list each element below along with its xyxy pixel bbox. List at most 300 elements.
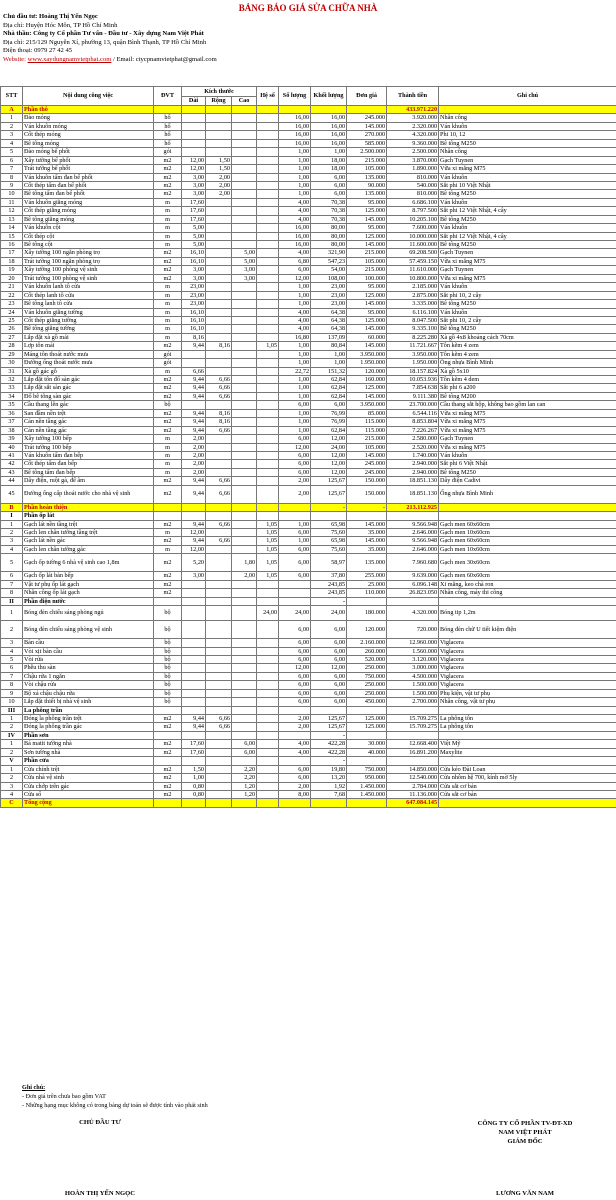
cell-dai: 23,00 — [182, 291, 206, 299]
cell-khoiluong: 23,00 — [311, 291, 347, 299]
cell-name: Phần thô — [23, 106, 154, 114]
cell-ghichu — [439, 597, 616, 605]
cell-cao — [232, 545, 257, 553]
cell-soluong: 16,00 — [279, 114, 311, 122]
cell-dai: 3,00 — [182, 181, 206, 189]
cell-thanhtien: 10.205.100 — [387, 215, 439, 223]
cell-ghichu: Sắt phi 10, 2 cây — [439, 316, 616, 324]
table-row — [1, 367, 616, 375]
cell-cao: 2,20 — [232, 765, 257, 773]
cell-dai: 12,00 — [182, 156, 206, 164]
cell-unit: m2 — [154, 384, 182, 392]
cell-thanhtien: 11.721.667 — [387, 342, 439, 350]
cell-rong: 6,66 — [206, 376, 232, 384]
cell-unit: m2 — [154, 723, 182, 731]
cell-khoiluong: 6,00 — [311, 672, 347, 680]
cell-ghichu — [439, 757, 616, 765]
cell-heso: 1,05 — [257, 572, 279, 580]
cell-dongia — [347, 597, 387, 605]
cell-heso: 1,05 — [257, 342, 279, 350]
table-row — [1, 774, 616, 782]
header-row-1 — [1, 87, 616, 97]
cell-ghichu: Gạch Tuynen — [439, 266, 616, 274]
cell-ghichu: Vữa xi măng M75 — [439, 409, 616, 417]
cell-unit: m2 — [154, 572, 182, 580]
cell-soluong: 1,00 — [279, 376, 311, 384]
cell-thanhtien: 8.797.500 — [387, 207, 439, 215]
cell-cao — [232, 639, 257, 647]
cell-rong — [206, 131, 232, 139]
cell-ghichu: Gạch Tuynen — [439, 435, 616, 443]
cell-name: Bả matit tường nhà — [23, 740, 154, 748]
subsection-row — [1, 597, 616, 605]
cell-cao — [232, 342, 257, 350]
cell-heso — [257, 512, 279, 520]
owner-label: Chủ đầu tư: — [3, 13, 38, 20]
cell-name: Cửa nhà vệ sinh — [23, 774, 154, 782]
cell-khoiluong: - — [311, 731, 347, 739]
cell-rong: 6,66 — [206, 384, 232, 392]
cell-unit: m2 — [154, 418, 182, 426]
cell-cao — [232, 621, 257, 639]
cell-dongia: 110.000 — [347, 589, 387, 597]
cell-soluong: 6,00 — [279, 639, 311, 647]
cell-dai: 17,60 — [182, 198, 206, 206]
cell-rong: 6,66 — [206, 485, 232, 503]
cell-cao — [232, 606, 257, 621]
cell-unit: bộ — [154, 647, 182, 655]
cell-unit: bộ — [154, 639, 182, 647]
cell-soluong: 4,00 — [279, 215, 311, 223]
cell-stt: 1 — [1, 520, 23, 528]
cell-heso — [257, 698, 279, 706]
cell-name: Đóng la phông trần gác — [23, 723, 154, 731]
cell-cao: 1,20 — [232, 782, 257, 790]
cell-thanhtien: 18.851.130 — [387, 485, 439, 503]
website-link[interactable]: www.xaydungnamvietphat.com — [27, 55, 112, 63]
cell-dongia — [347, 512, 387, 520]
cell-unit: bộ — [154, 672, 182, 680]
cell-rong — [206, 241, 232, 249]
cell-dongia: 245.000 — [347, 460, 387, 468]
cell-unit: m2 — [154, 774, 182, 782]
cell-heso — [257, 300, 279, 308]
cell-soluong: 6,00 — [279, 545, 311, 553]
cell-heso — [257, 468, 279, 476]
cell-dongia: 135.000 — [347, 173, 387, 181]
cell-name: Cửa chính trệt — [23, 765, 154, 773]
cell-heso — [257, 639, 279, 647]
cell-ghichu: Ván khuôn — [439, 122, 616, 130]
cell-unit: bộ — [154, 621, 182, 639]
cell-name: Cốt thép giằng tường — [23, 316, 154, 324]
contractor-address: Địa chỉ: 215/129 Nguyễn Xí, phường 13, quận Bình Thạnh, TP Hồ Chí Minh — [3, 38, 207, 46]
cell-heso — [257, 435, 279, 443]
cell-stt: 22 — [1, 291, 23, 299]
cell-dai — [182, 698, 206, 706]
table-row — [1, 765, 616, 773]
cell-khoiluong: 18,00 — [311, 156, 347, 164]
cell-cao — [232, 597, 257, 605]
cell-rong — [206, 731, 232, 739]
table-body — [1, 106, 616, 808]
cell-cao — [232, 435, 257, 443]
cell-soluong: 1,00 — [279, 392, 311, 400]
table-row — [1, 148, 616, 156]
col-dongia: Đơn giá — [347, 87, 387, 106]
cell-dai: 9,44 — [182, 485, 206, 503]
cell-khoiluong: 62,84 — [311, 392, 347, 400]
cell-rong — [206, 215, 232, 223]
cell-cao — [232, 224, 257, 232]
cell-dai — [182, 106, 206, 114]
col-name: Nội dung công việc — [23, 87, 154, 106]
cell-khoiluong: 64,38 — [311, 308, 347, 316]
cell-dongia: 585.000 — [347, 139, 387, 147]
cell-khoiluong: 62,84 — [311, 426, 347, 434]
cell-unit: m — [154, 215, 182, 223]
cell-dai — [182, 122, 206, 130]
table-row — [1, 664, 616, 672]
cell-stt: III — [1, 706, 23, 714]
cell-stt: 40 — [1, 443, 23, 451]
cell-rong: 6,66 — [206, 477, 232, 485]
cell-dongia: 95.000 — [347, 224, 387, 232]
cell-name: Cốt thép tấm đan bể phốt — [23, 181, 154, 189]
cell-rong: 1,50 — [206, 165, 232, 173]
cell-rong — [206, 443, 232, 451]
cell-cao: 1,80 — [232, 554, 257, 572]
cell-khoiluong: 64,38 — [311, 316, 347, 324]
cell-unit: m2 — [154, 477, 182, 485]
cell-stt: 4 — [1, 545, 23, 553]
cell-rong — [206, 148, 232, 156]
cell-dai: 2,00 — [182, 451, 206, 459]
cell-ghichu — [439, 706, 616, 714]
cell-thanhtien: 6.686.100 — [387, 198, 439, 206]
cell-khoiluong: 24,00 — [311, 443, 347, 451]
cell-dai — [182, 148, 206, 156]
cell-soluong: 1,00 — [279, 173, 311, 181]
cell-soluong — [279, 580, 311, 588]
cell-rong: 6,66 — [206, 392, 232, 400]
cell-soluong: 6,80 — [279, 257, 311, 265]
cell-unit: m — [154, 308, 182, 316]
cell-cao: 6,00 — [232, 748, 257, 756]
cell-rong — [206, 308, 232, 316]
cell-heso — [257, 384, 279, 392]
cell-cao — [232, 503, 257, 511]
table-row — [1, 537, 616, 545]
cell-name: Cốt thép tấm đan bếp — [23, 460, 154, 468]
table-row — [1, 325, 616, 333]
cell-dai: 9,44 — [182, 426, 206, 434]
cell-heso — [257, 580, 279, 588]
cell-name: Bê tông tấm đan bể phốt — [23, 190, 154, 198]
cell-name: Trát tường bể phốt — [23, 165, 154, 173]
cell-rong — [206, 106, 232, 114]
cell-thanhtien: 4.320.000 — [387, 131, 439, 139]
cell-cao — [232, 232, 257, 240]
cell-name: Ván khuôn tấm đan bể phốt — [23, 173, 154, 181]
cell-name: Cốt thép lanh tô cửa — [23, 291, 154, 299]
cell-heso — [257, 723, 279, 731]
cell-dai: 9,44 — [182, 723, 206, 731]
cell-stt: 28 — [1, 342, 23, 350]
cell-unit: m — [154, 283, 182, 291]
cell-dai — [182, 655, 206, 663]
cell-dongia: 250.000 — [347, 681, 387, 689]
cell-soluong: 1,00 — [279, 300, 311, 308]
cell-thanhtien: 1.740.000 — [387, 451, 439, 459]
cell-khoiluong: 137,09 — [311, 333, 347, 341]
email-text: / Email: ctycpnamvietphat@gmail.com — [111, 55, 217, 63]
cell-dongia: 145.000 — [347, 325, 387, 333]
cell-soluong: 6,00 — [279, 774, 311, 782]
cell-name: Cửa chớp trên gác — [23, 782, 154, 790]
table-row — [1, 520, 616, 528]
table-row — [1, 131, 616, 139]
cell-unit: hố — [154, 122, 182, 130]
cell-ghichu: Dây điện Cadivi — [439, 477, 616, 485]
cell-dongia: 1.450.000 — [347, 782, 387, 790]
cell-heso — [257, 597, 279, 605]
cell-name: Ván khuôn giằng móng — [23, 198, 154, 206]
cell-heso — [257, 173, 279, 181]
cell-name: Bàn cầu — [23, 639, 154, 647]
cell-stt: 6 — [1, 156, 23, 164]
cell-khoiluong: 70,38 — [311, 198, 347, 206]
cell-dai: 9,44 — [182, 384, 206, 392]
cell-dai: 9,44 — [182, 342, 206, 350]
cell-rong — [206, 249, 232, 257]
cell-ghichu: Vữa xi măng M75 — [439, 443, 616, 451]
cell-stt: 27 — [1, 333, 23, 341]
cell-ghichu: Vữa xi măng M75 — [439, 426, 616, 434]
cell-dai — [182, 580, 206, 588]
cell-khoiluong: 80,00 — [311, 224, 347, 232]
cell-heso — [257, 740, 279, 748]
cell-stt: 39 — [1, 435, 23, 443]
cell-khoiluong: 6,00 — [311, 181, 347, 189]
cell-rong: 6,66 — [206, 426, 232, 434]
cell-khoiluong: 12,00 — [311, 468, 347, 476]
cell-soluong: 1,00 — [279, 283, 311, 291]
cell-heso — [257, 139, 279, 147]
table-row — [1, 350, 616, 358]
cell-dongia: 125.000 — [347, 384, 387, 392]
cell-soluong — [279, 106, 311, 114]
cell-soluong: 1,00 — [279, 291, 311, 299]
cell-soluong: 2,00 — [279, 477, 311, 485]
cell-rong — [206, 647, 232, 655]
cell-stt: 8 — [1, 681, 23, 689]
cell-dai: 3,00 — [182, 266, 206, 274]
cell-dongia: 145.000 — [347, 122, 387, 130]
col-heso: Hệ số — [257, 87, 279, 106]
cell-heso — [257, 148, 279, 156]
cell-soluong: 6,00 — [279, 689, 311, 697]
cell-khoiluong: 1,92 — [311, 782, 347, 790]
cell-heso — [257, 655, 279, 663]
cell-dongia: 145.000 — [347, 392, 387, 400]
cell-thanhtien: 9.360.000 — [387, 139, 439, 147]
cell-rong — [206, 232, 232, 240]
cell-cao — [232, 477, 257, 485]
cell-khoiluong: 321,90 — [311, 249, 347, 257]
cell-dongia: 115.000 — [347, 426, 387, 434]
table-row — [1, 545, 616, 553]
cell-stt: 1 — [1, 740, 23, 748]
cell-heso — [257, 477, 279, 485]
cell-dongia: 2.500.000 — [347, 148, 387, 156]
cell-rong — [206, 740, 232, 748]
cell-heso — [257, 367, 279, 375]
cell-thanhtien: 69.208.500 — [387, 249, 439, 257]
table-row — [1, 460, 616, 468]
cell-dongia: 245.000 — [347, 468, 387, 476]
cell-khoiluong: 6,00 — [311, 698, 347, 706]
cell-ghichu: Ván khuôn — [439, 308, 616, 316]
cell-dai: 3,00 — [182, 274, 206, 282]
cell-soluong: 1,00 — [279, 520, 311, 528]
cell-ghichu: Phi 10, 12 — [439, 131, 616, 139]
cell-dongia: 105.000 — [347, 165, 387, 173]
cell-unit: bộ — [154, 401, 182, 409]
cell-cao — [232, 376, 257, 384]
cell-thanhtien: 2.700.000 — [387, 698, 439, 706]
cell-dai: 5,00 — [182, 224, 206, 232]
cell-cao — [232, 122, 257, 130]
cell-unit — [154, 106, 182, 114]
cell-stt: 4 — [1, 790, 23, 798]
cell-dai: 1,00 — [182, 774, 206, 782]
cell-dongia: 120.000 — [347, 621, 387, 639]
cell-thanhtien: 9.639.000 — [387, 572, 439, 580]
cell-khoiluong: 80,00 — [311, 232, 347, 240]
cell-ghichu: Bê tông M250 — [439, 325, 616, 333]
cell-heso — [257, 333, 279, 341]
cell-thanhtien — [387, 731, 439, 739]
cell-dai: 17,60 — [182, 748, 206, 756]
cell-khoiluong: 422,28 — [311, 748, 347, 756]
cell-khoiluong: 58,97 — [311, 554, 347, 572]
cell-ghichu: Ống nhựa Bình Minh — [439, 485, 616, 503]
cell-name: Xây tường 100 phòng vệ sinh — [23, 266, 154, 274]
cell-heso — [257, 241, 279, 249]
contractor-line — [3, 30, 217, 39]
cell-cao: 3,00 — [232, 266, 257, 274]
col-cao: Cao — [232, 96, 257, 106]
cell-rong — [206, 706, 232, 714]
cell-soluong: 6,00 — [279, 435, 311, 443]
cell-khoiluong: 54,00 — [311, 266, 347, 274]
cell-rong — [206, 291, 232, 299]
cell-ghichu: Xà gồ 4x8 khoảng cách 70cm — [439, 333, 616, 341]
cell-soluong: 6,00 — [279, 529, 311, 537]
cell-thanhtien: 7.960.680 — [387, 554, 439, 572]
cell-dai — [182, 359, 206, 367]
cell-name: Vòi xịt bàn cầu — [23, 647, 154, 655]
cell-ghichu: Gạch men 60x60cm — [439, 572, 616, 580]
cell-name: Đóng la phông trần trệt — [23, 715, 154, 723]
cell-soluong: 4,00 — [279, 316, 311, 324]
cell-heso — [257, 325, 279, 333]
cell-name: Xây tường bể phốt — [23, 156, 154, 164]
cell-thanhtien: 8.225.280 — [387, 333, 439, 341]
cell-heso — [257, 266, 279, 274]
cell-cao — [232, 207, 257, 215]
cell-khoiluong: 23,00 — [311, 300, 347, 308]
table-row — [1, 291, 616, 299]
cell-thanhtien — [387, 597, 439, 605]
cell-ghichu: Tôn kẽm 4 zem — [439, 342, 616, 350]
cell-rong: 2,00 — [206, 173, 232, 181]
cell-khoiluong: 6,00 — [311, 173, 347, 181]
cell-dongia: 105.000 — [347, 257, 387, 265]
cell-soluong: 2,00 — [279, 485, 311, 503]
table-row — [1, 401, 616, 409]
cell-dai — [182, 503, 206, 511]
cell-unit: m2 — [154, 274, 182, 282]
owner-name: Hoàng Thị Yến Ngọc — [39, 13, 98, 20]
cell-cao — [232, 698, 257, 706]
cell-soluong: 22,72 — [279, 367, 311, 375]
cell-cao — [232, 647, 257, 655]
cell-ghichu: Vữa xi măng M75 — [439, 418, 616, 426]
cell-dai: 3,00 — [182, 572, 206, 580]
cell-name: Phần điện nước — [23, 597, 154, 605]
cell-khoiluong: 108,00 — [311, 274, 347, 282]
cell-dongia: 150.000 — [347, 485, 387, 503]
table-row — [1, 580, 616, 588]
cell-thanhtien: 18.851.130 — [387, 477, 439, 485]
cell-unit: m — [154, 451, 182, 459]
cell-stt: 30 — [1, 359, 23, 367]
cell-cao — [232, 723, 257, 731]
cell-name: Phần ốp lát — [23, 512, 154, 520]
cell-name: Gạch len chân tường gác — [23, 545, 154, 553]
cell-unit — [154, 799, 182, 807]
cell-heso — [257, 274, 279, 282]
cell-ghichu: Nhân công — [439, 114, 616, 122]
cell-cao — [232, 418, 257, 426]
table-row — [1, 333, 616, 341]
cell-dai: 9,44 — [182, 418, 206, 426]
cell-stt: 3 — [1, 639, 23, 647]
cell-heso — [257, 350, 279, 358]
cell-stt: II — [1, 597, 23, 605]
cell-soluong: 6,00 — [279, 655, 311, 663]
cell-dongia: 750.000 — [347, 765, 387, 773]
cell-stt: 16 — [1, 241, 23, 249]
cell-rong — [206, 774, 232, 782]
cell-thanhtien: 11.610.000 — [387, 266, 439, 274]
cell-rong — [206, 503, 232, 511]
cell-ghichu — [439, 503, 616, 511]
cell-thanhtien: 3.120.000 — [387, 655, 439, 663]
cell-thanhtien: 6.096.148 — [387, 580, 439, 588]
cell-ghichu: Viglacera — [439, 639, 616, 647]
cell-unit: m2 — [154, 342, 182, 350]
cell-dongia: 125.000 — [347, 291, 387, 299]
cell-rong — [206, 765, 232, 773]
cell-name: Bê tông giằng móng — [23, 215, 154, 223]
cell-heso: 24,00 — [257, 606, 279, 621]
cell-rong: 2,00 — [206, 190, 232, 198]
cell-unit: m2 — [154, 266, 182, 274]
cell-ghichu: Gạch Tuynen — [439, 249, 616, 257]
